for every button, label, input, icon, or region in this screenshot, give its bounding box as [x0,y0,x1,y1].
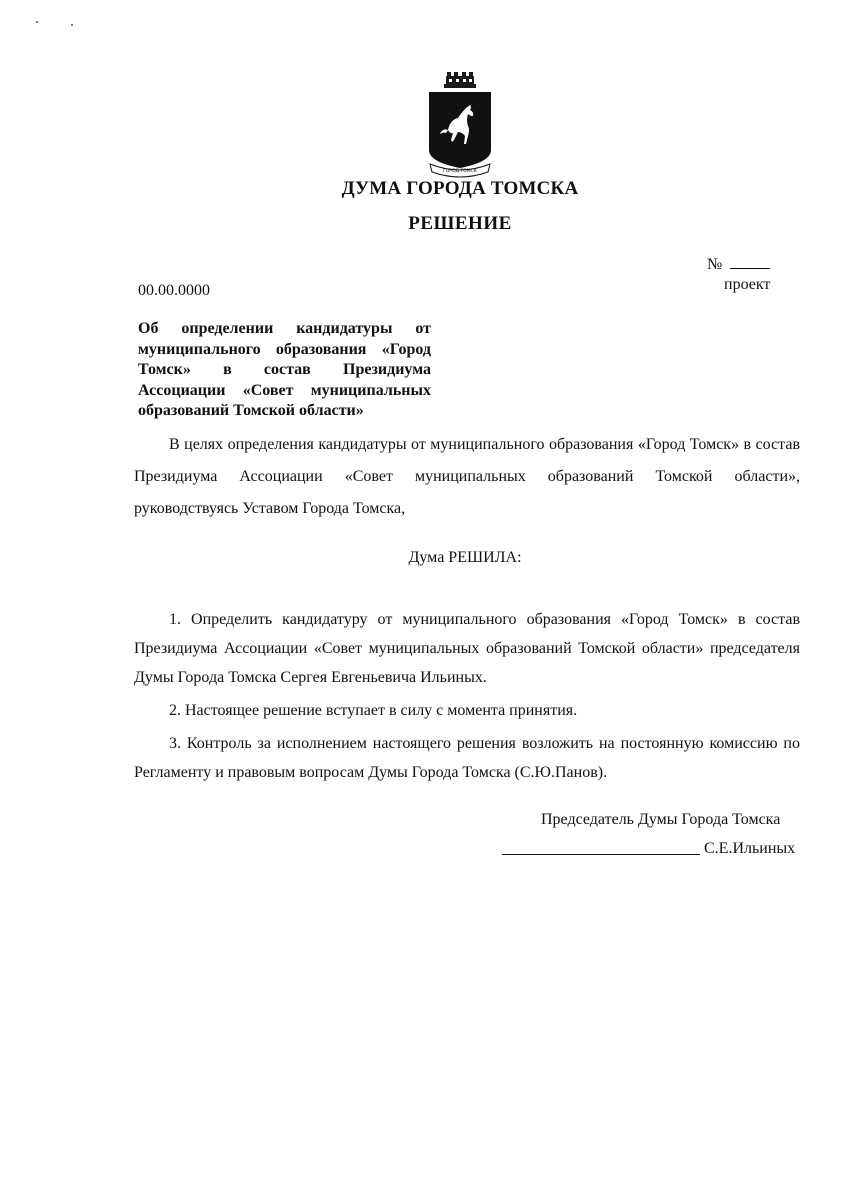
document-type: РЕШЕНИЕ [408,213,512,234]
number-blank [730,256,770,269]
resolved-heading: Дума РЕШИЛА: [408,549,522,566]
number-field [707,256,770,274]
svg-text:ГОРОД ТОМСК: ГОРОД ТОМСК [443,169,477,174]
resolution-item: 2. Настоящее решение вступает в силу с момента принятия. [169,702,578,719]
organization-title: ДУМА ГОРОДА ТОМСКА [341,178,579,199]
document-date: 00.00.0000 [138,282,210,299]
resolution-item: 1. Определить кандидатуру от муниципального образования «Город Томск» в состав Президиума Ассоциации «Совет муниципальных образований Томской области» председателя Думы Города Томска Сергея Евгеньевича Ильиных. [134,611,800,686]
signatory-name: С.Е.Ильиных [704,840,796,857]
preamble-paragraph: В целях определения кандидатуры от муниципального образования «Город Томск» в состав Президиума Ассоциации «Совет муниципальных образований Томской области», руководствуясь Уставом Города Томска, [134,436,800,517]
number-label: № [707,256,723,273]
status-label: проект [724,276,771,293]
tomsk-coat-of-arms-icon [426,72,494,178]
signatory-title: Председатель Думы Города Томска [541,811,781,828]
resolution-items [134,605,800,787]
signature-line [502,854,700,855]
resolution-item: 3. Контроль за исполнением настоящего решения возложить на постоянную комиссию по Регламенту и правовым вопросам Думы Города Томска (С.Ю.Панов). [134,735,800,781]
document-subject: Об определении кандидатуры от муниципального образования «Город Томск» в состав Президиума Ассоциации «Совет муниципальных образований Томской области» [138,320,431,419]
